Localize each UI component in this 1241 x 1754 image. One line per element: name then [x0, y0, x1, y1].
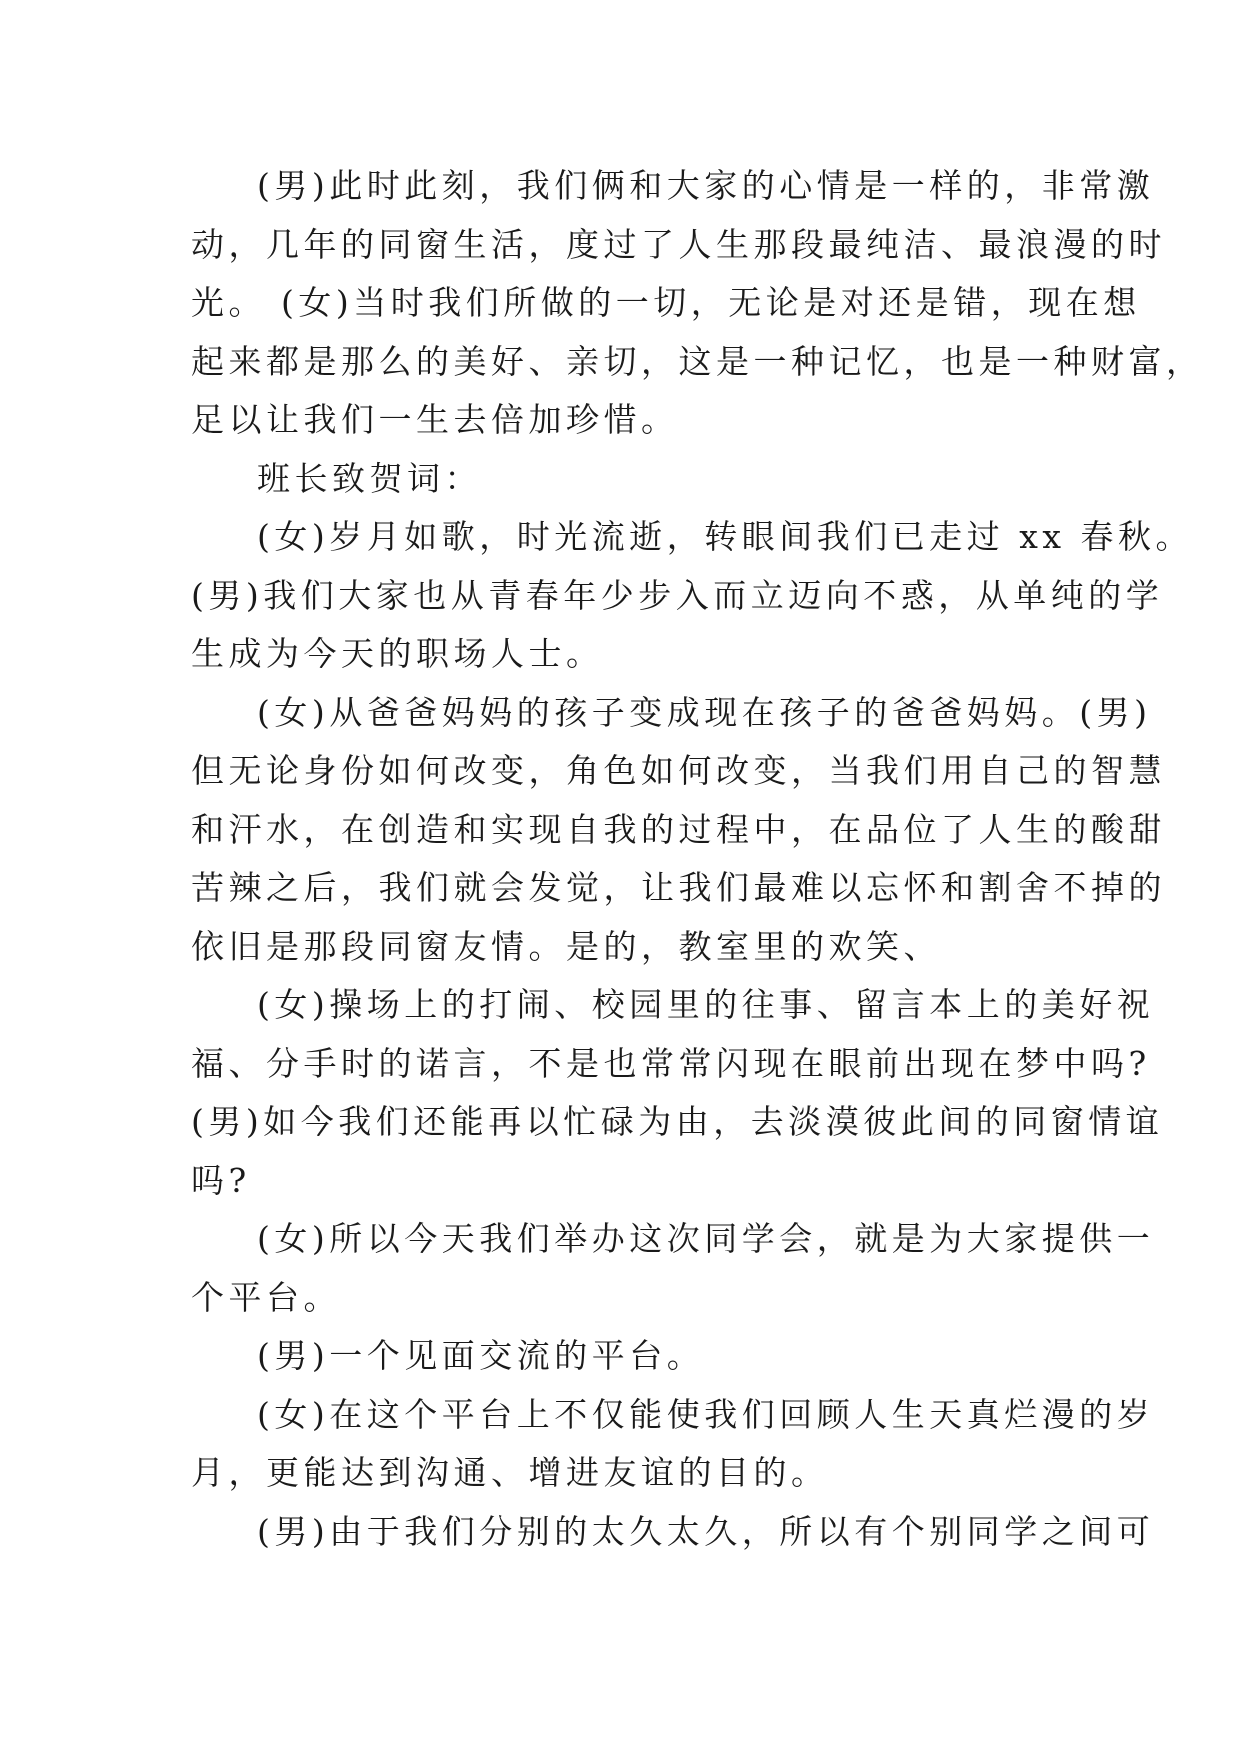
- document-body: [191, 157, 1204, 1561]
- text-line: (男)由于我们分别的太久太久，所以有个别同学之间可: [257, 1511, 1155, 1551]
- text-line: 个平台。: [191, 1277, 341, 1317]
- section-heading: 班长致贺词：: [257, 458, 482, 498]
- text-line: (女)在这个平台上不仅能使我们回顾人生天真烂漫的岁: [257, 1394, 1155, 1434]
- text-line: 光。 (女)当时我们所做的一切，无论是对还是错，现在想: [191, 283, 1141, 322]
- text-line: 福、分手时的诺言，不是也常常闪现在眼前出现在梦中吗?: [191, 1043, 1151, 1083]
- text-line: 吗?: [191, 1160, 251, 1200]
- text-line: 起来都是那么的美好、亲切，这是一种记忆，也是一种财富，: [191, 341, 1204, 381]
- text-line: 月，更能达到沟通、增进友谊的目的。: [191, 1453, 829, 1492]
- text-line: (女)岁月如歌，时光流逝，转眼间我们已走过 xx 春秋。: [257, 517, 1193, 556]
- text-line: 足以让我们一生去倍加珍惜。: [191, 400, 679, 439]
- text-line: (女)所以今天我们举办这次同学会，就是为大家提供一: [257, 1219, 1155, 1258]
- text-line: 动，几年的同窗生活，度过了人生那段最纯洁、最浪漫的时: [191, 224, 1166, 264]
- text-line: 和汗水，在创造和实现自我的过程中，在品位了人生的酸甜: [191, 809, 1166, 849]
- text-line: (男)我们大家也从青春年少步入而立迈向不惑，从单纯的学: [191, 575, 1164, 615]
- text-line: (女)操场上的打闹、校园里的往事、留言本上的美好祝: [257, 985, 1155, 1024]
- text-line: (男)如今我们还能再以忙碌为由，去淡漠彼此间的同窗情谊: [191, 1102, 1164, 1141]
- text-line: (女)从爸爸妈妈的孩子变成现在孩子的爸爸妈妈。(男): [257, 692, 1152, 732]
- text-line: 苦辣之后，我们就会发觉，让我们最难以忘怀和割舍不掉的: [191, 868, 1166, 907]
- text-line: (男)一个见面交流的平台。: [257, 1336, 705, 1375]
- text-line: 但无论身份如何改变，角色如何改变，当我们用自己的智慧: [191, 751, 1166, 790]
- text-line: (男)此时此刻，我们俩和大家的心情是一样的，非常激: [257, 166, 1155, 205]
- text-line: 依旧是那段同窗友情。是的，教室里的欢笑、: [191, 926, 941, 966]
- text-line: 生成为今天的职场人士。: [191, 634, 604, 673]
